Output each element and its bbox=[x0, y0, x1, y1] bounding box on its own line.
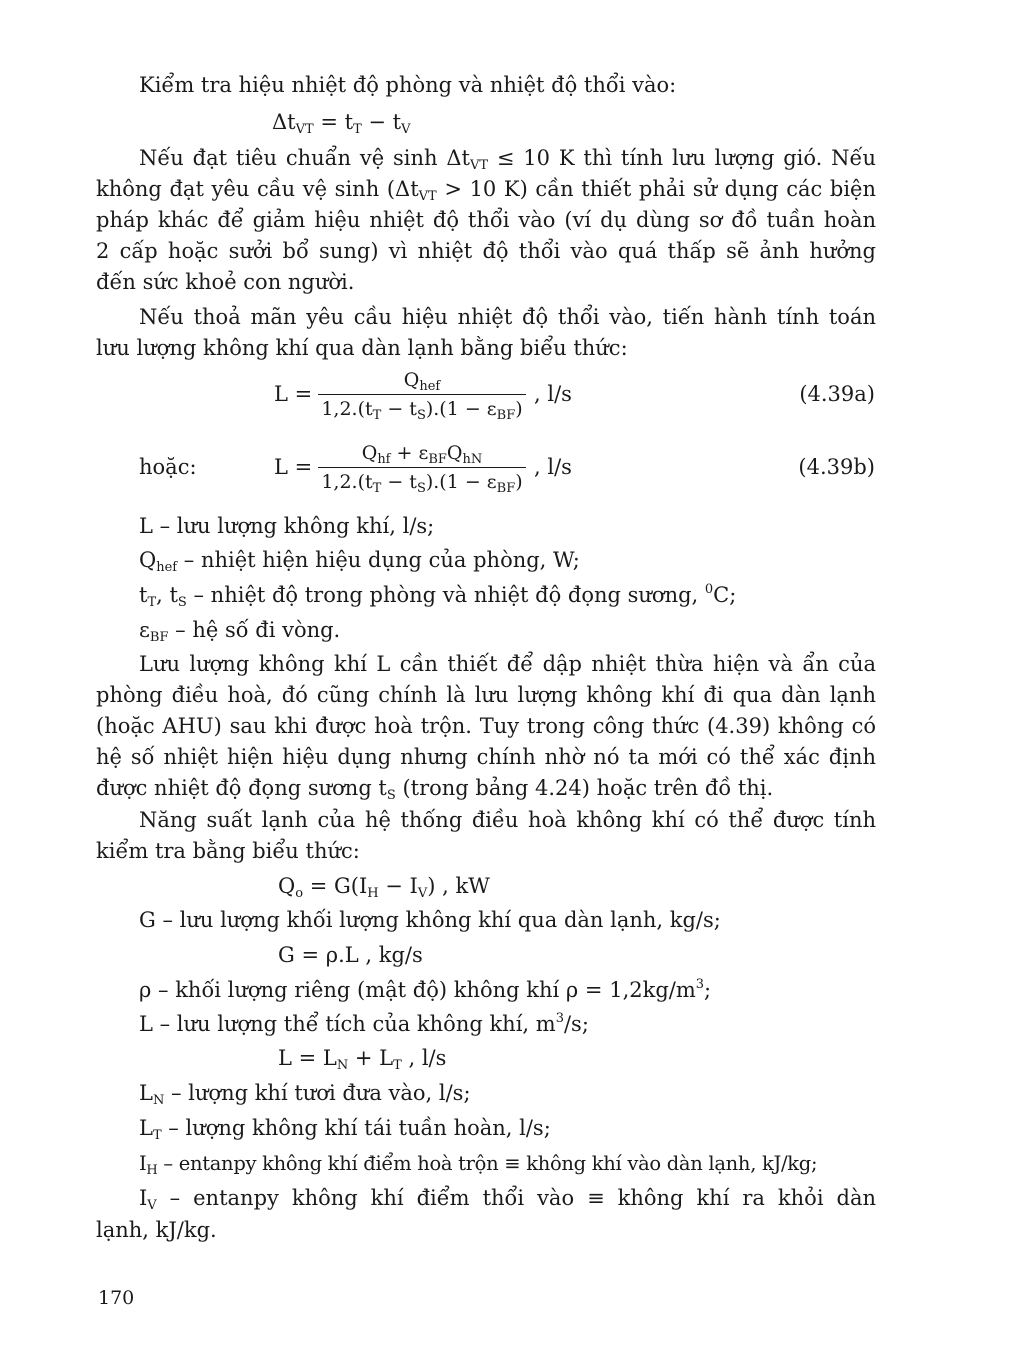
def-l-volume: L – lưu lượng thể tích của không khí, $m^3/s$; bbox=[139, 1011, 589, 1036]
def-ih: $I_H$ – entanpy không khí điểm hoà trộn ≡ không khí vào dàn lạnh, kJ/kg; bbox=[139, 1152, 818, 1178]
para4-line1: Năng suất lạnh của hệ thống điều hoà không khí có thể được tính bbox=[139, 808, 876, 832]
para3-line2: phòng điều hoà, đó cũng chính là lưu lượng không khí đi qua dàn lạnh bbox=[96, 683, 876, 707]
def-lt: $L_T$ – lượng không khí tái tuần hoàn, l/s; bbox=[139, 1116, 551, 1143]
def-l: L – lưu lượng không khí, l/s; bbox=[139, 514, 435, 538]
equation-l-sum: $L = L_N + L_T$ , l/s bbox=[278, 1046, 447, 1073]
equation-g: G = ρ.L , kg/s bbox=[278, 943, 423, 967]
para3-line4: hệ số nhiệt hiện hiệu dụng nhưng chính nhờ nó ta mới có thể xác định bbox=[96, 745, 876, 769]
def-ebf: $\varepsilon_{BF}$ – hệ số đi vòng. bbox=[139, 618, 341, 645]
page-number: 170 bbox=[98, 1287, 135, 1309]
para3-line3: (hoặc AHU) sau khi được hoà trộn. Tuy trong công thức (4.39) không có bbox=[96, 714, 876, 738]
para1-line1: Nếu đạt tiêu chuẩn vệ $\sinh \Delta t_{VT} \le 10$ K thì tính lưu lượng gió. Nếu bbox=[139, 146, 876, 173]
para2-line1: Nếu thoả mãn yêu cầu hiệu nhiệt độ thổi vào, tiến hành tính toán bbox=[139, 305, 876, 329]
eq-b-fraction bbox=[318, 441, 526, 494]
fraction-bar bbox=[318, 394, 526, 395]
para1-line3: pháp khác để giảm hiệu nhiệt độ thổi vào (ví dụ dùng sơ đồ tuần hoàn bbox=[96, 208, 876, 232]
eq-b-lhs: L = bbox=[274, 455, 313, 479]
para1-line4: 2 cấp hoặc sưởi bổ sung) vì nhiệt độ thổi vào quá thấp sẽ ảnh hưởng bbox=[96, 239, 876, 263]
eq-b-numerator: $Q_{hf} + \varepsilon_{BF}Q_{hN}$ bbox=[361, 442, 483, 467]
para2-line2: lưu lượng không khí qua dàn lạnh bằng biểu thức: bbox=[96, 336, 628, 360]
para3-line5: được nhiệt độ đọng sương $t_S$ (trong bảng 4.24) hoặc trên đồ thị. bbox=[96, 776, 774, 803]
eq-b-denominator: $1,2.(t_T - t_S).(1 - \varepsilon_{BF})$ bbox=[321, 471, 523, 496]
eq-b-prefix: hoặc: bbox=[139, 455, 197, 479]
def-tt-ts: $t_T$, $t_S$ – nhiệt độ trong phòng và nhiệt độ đọng sương, $^0$C; bbox=[139, 582, 737, 610]
eq-b-unit: , l/s bbox=[534, 455, 572, 479]
def-rho: ρ – khối lượng riêng (mật độ) không khí $\rho = 1,2kg/m^3$; bbox=[139, 977, 712, 1002]
eq-b-number: (4.39b) bbox=[798, 455, 875, 479]
para3-line1: Lưu lượng không khí L cần thiết để dập nhiệt thừa hiện và ẩn của bbox=[139, 652, 876, 676]
def-qhef: $Q_{hef}$ – nhiệt hiện hiệu dụng của phòng, W; bbox=[139, 548, 580, 575]
intro-line: Kiểm tra hiệu nhiệt độ phòng và nhiệt độ thổi vào: bbox=[139, 73, 677, 97]
eq-a-denominator: $1,2.(t_T - t_S).(1 - \varepsilon_{BF})$ bbox=[321, 398, 523, 423]
eq-a-numerator: $Q_{hef}$ bbox=[403, 369, 441, 394]
equation-delta-t: $\Delta t_{VT} = t_T - t_V$ bbox=[272, 110, 411, 137]
eq-a-fraction bbox=[318, 368, 526, 421]
para1-line2: không đạt yêu cầu vệ $\sinh (\Delta t_{VT} > 10$ K) cần thiết phải sử dụng các biện bbox=[96, 177, 877, 204]
para4-line2: kiểm tra bằng biểu thức: bbox=[96, 839, 360, 863]
eq-a-lhs: L = bbox=[274, 382, 313, 406]
def-g: G – lưu lượng khối lượng không khí qua dàn lạnh, kg/s; bbox=[139, 908, 721, 932]
eq-a-unit: , l/s bbox=[534, 382, 572, 406]
def-ln: $L_N$ – lượng khí tươi đưa vào, l/s; bbox=[139, 1081, 471, 1108]
def-iv-line2: lạnh, kJ/kg. bbox=[96, 1218, 217, 1242]
eq-a-number: (4.39a) bbox=[799, 382, 875, 406]
fraction-bar bbox=[318, 467, 526, 468]
equation-q0: $Q_o = G(I_H - I_V)$ , kW bbox=[278, 874, 490, 901]
def-iv-line1: $I_V$ – entanpy không khí điểm thổi vào ≡ không khí ra khỏi dàn bbox=[139, 1186, 876, 1213]
para1-line5: đến sức khoẻ con người. bbox=[96, 270, 355, 294]
